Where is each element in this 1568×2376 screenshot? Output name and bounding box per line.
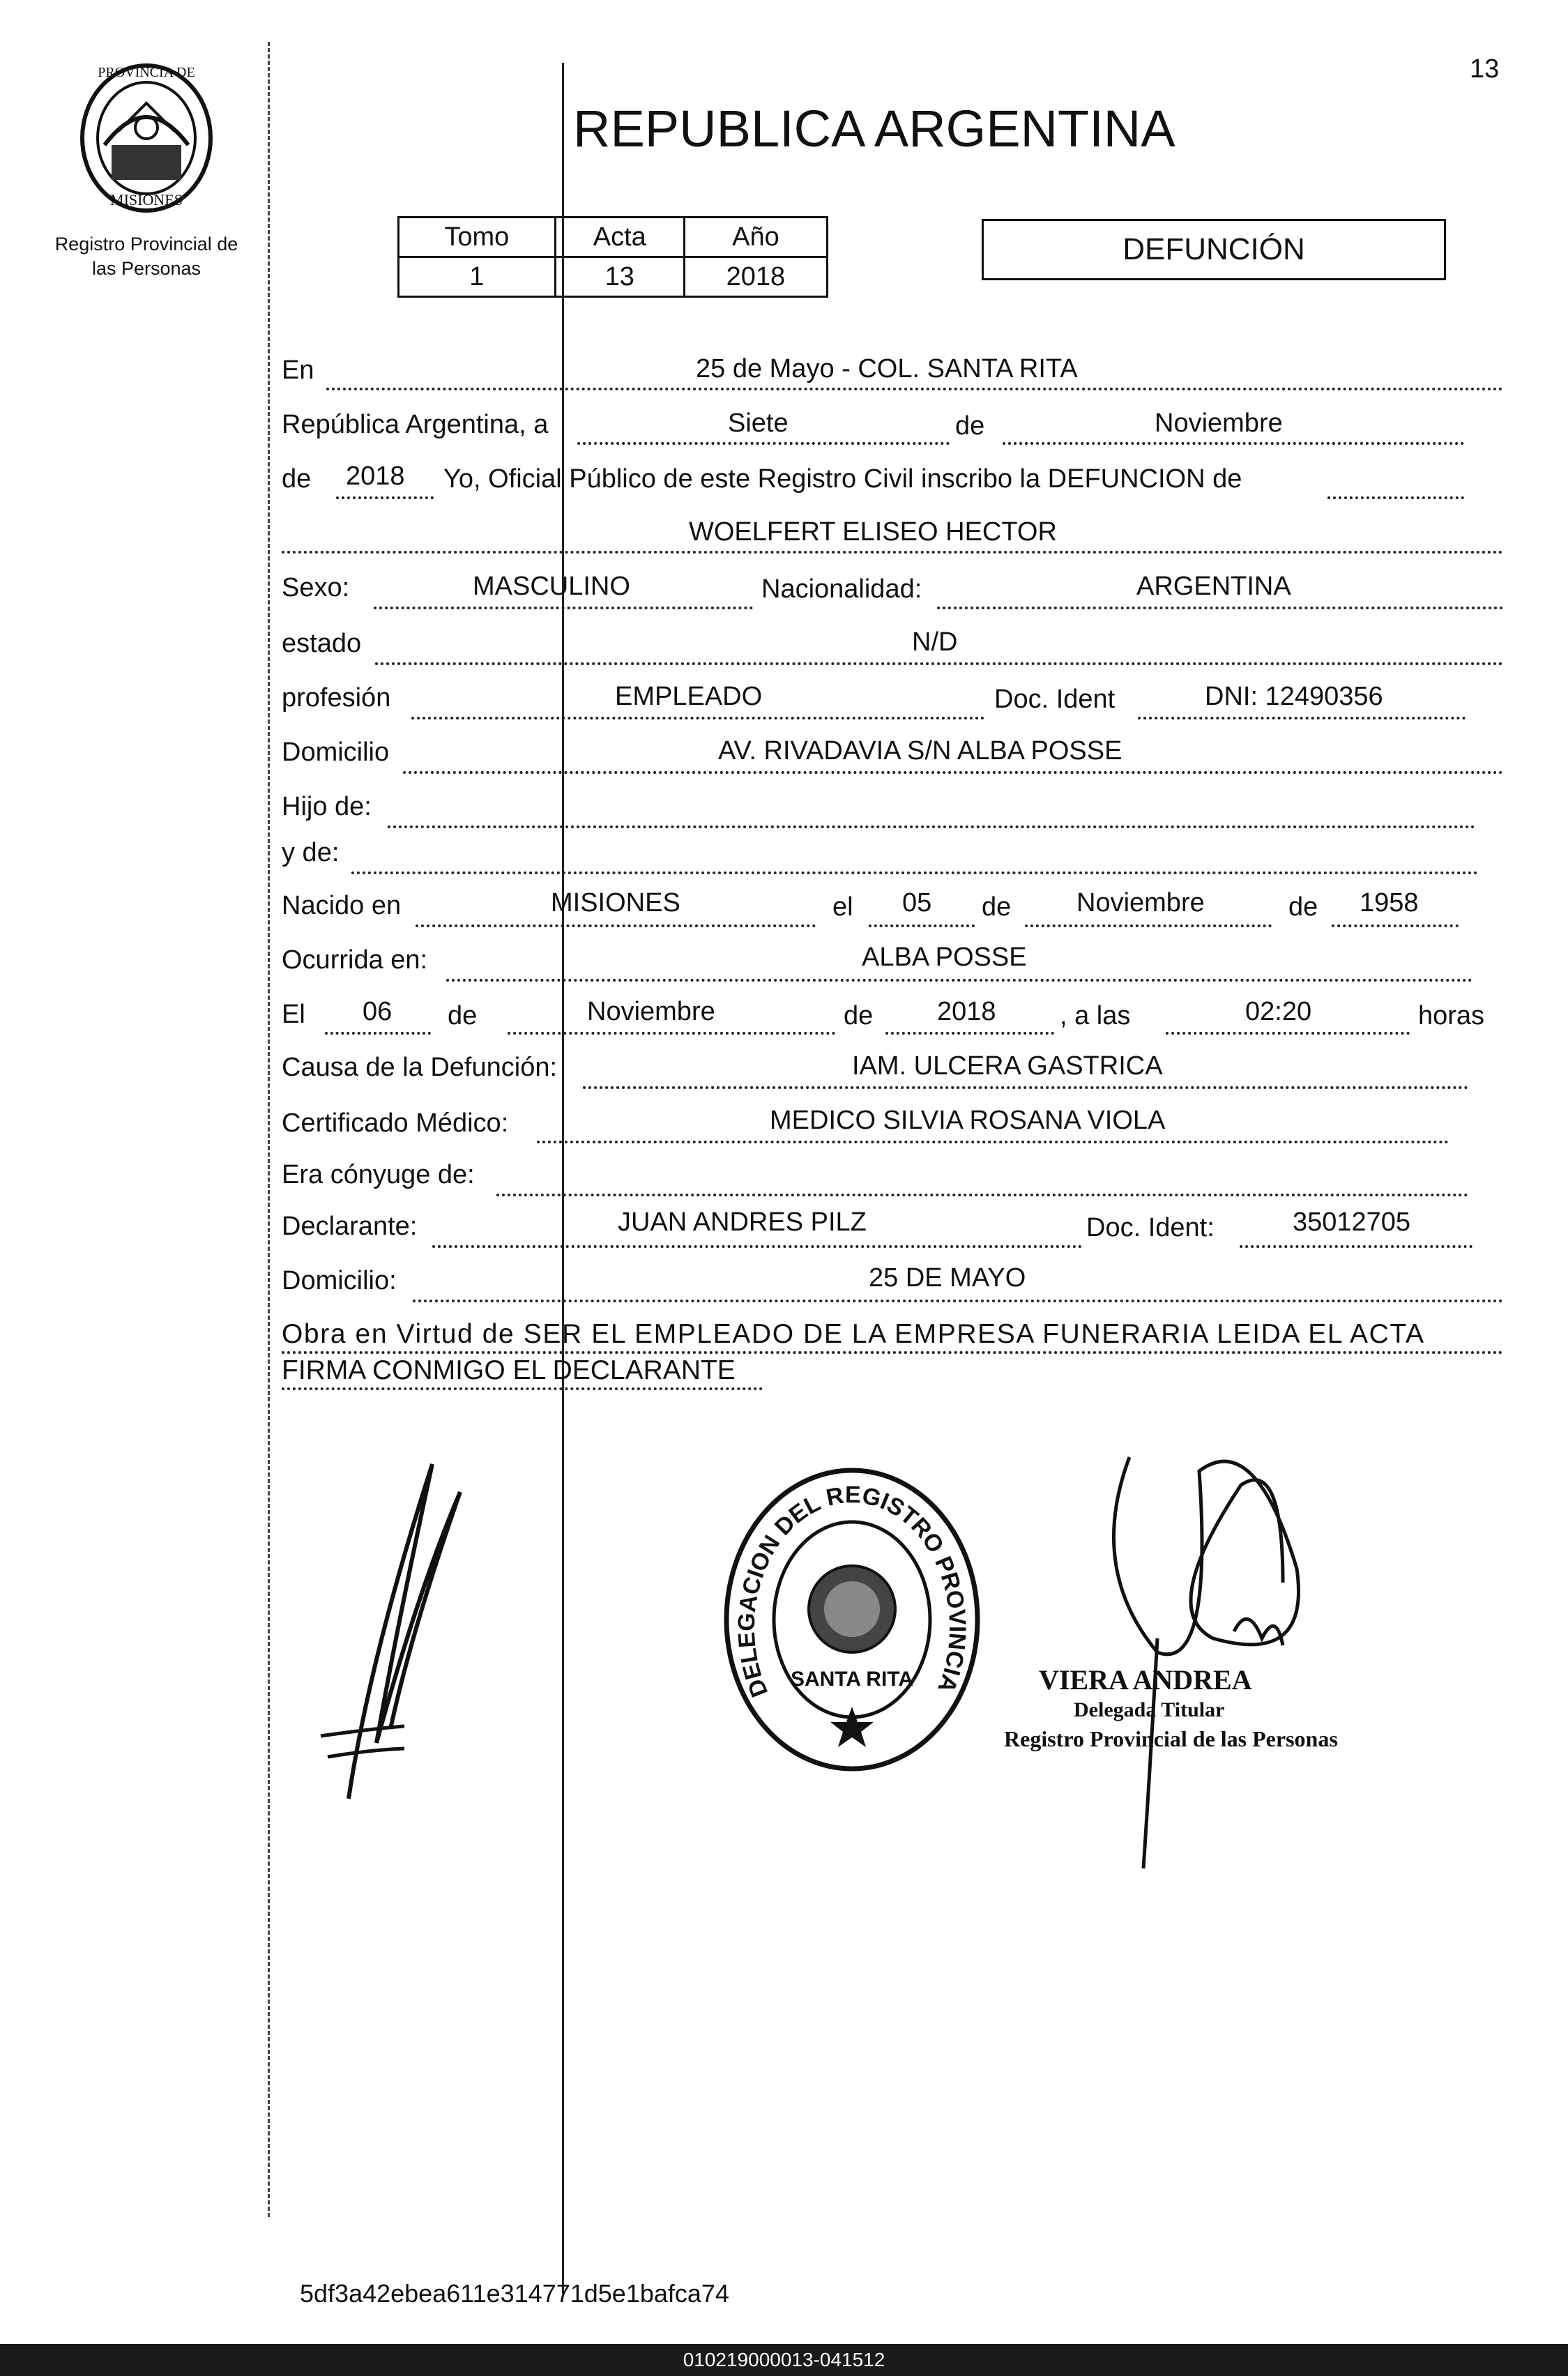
domicilio-value: AV. RIVADAVIA S/N ALBA POSSE [718, 736, 1122, 766]
registry-stamp [720, 1463, 984, 1776]
signature-org: Registro Provincial de las Personas [1004, 1726, 1338, 1751]
nacido-value: MISIONES [551, 888, 680, 917]
official-signature-icon [1074, 1429, 1367, 1875]
nacido-de2: de [1288, 892, 1318, 922]
stamp-ring-text: DELEGACION DEL REGISTRO PROVINCIA [733, 1482, 971, 1701]
doc2-dotline [1240, 1245, 1472, 1248]
act-table-header: Acta [555, 218, 684, 257]
cert-label: Certificado Médico: [282, 1109, 509, 1138]
doc-ident-label: Doc. Ident [994, 685, 1116, 714]
document-hash: 5df3a42ebea611e314771d5e1bafca74 [300, 2279, 729, 2308]
obra-line1-dotline [282, 1351, 1503, 1354]
nacido-de1: de [982, 892, 1012, 922]
conyuge-dotline [496, 1194, 1468, 1196]
vertical-rule [562, 63, 564, 2294]
time-dotline [1166, 1032, 1410, 1035]
rep-month-dotline [1003, 442, 1464, 445]
page-number: 13 [1470, 54, 1500, 84]
nacido-year-dotline [1332, 924, 1459, 927]
margin-line [268, 42, 270, 2217]
de-year: 2018 [346, 462, 405, 491]
horas-label: horas [1418, 1001, 1485, 1030]
act-table-cell: 13 [555, 257, 684, 297]
page-title: REPUBLICA ARGENTINA [573, 100, 1175, 158]
name-dotline [282, 551, 1503, 554]
nacionalidad-label: Nacionalidad: [761, 574, 922, 604]
time-value: 02:20 [1245, 997, 1312, 1026]
logo-caption-line2: las Personas [91, 258, 201, 279]
ocurrida-label: Ocurrida en: [282, 945, 428, 975]
nacido-year: 1958 [1360, 888, 1419, 917]
profesion-dotline [411, 717, 984, 719]
logo-caption-line1: Registro Provincial de [54, 234, 238, 254]
signature-role: Delegada Titular [1074, 1698, 1225, 1721]
act-table-header-row [399, 218, 828, 257]
profesion-value: EMPLEADO [615, 682, 763, 711]
sexo-dotline [374, 607, 753, 609]
el2-month: Noviembre [587, 997, 715, 1026]
signature-name: VIERA ANDREA [1039, 1664, 1252, 1696]
sexo-label: Sexo: [282, 573, 350, 602]
el2-label: El [282, 1000, 305, 1029]
el2-month-dotline [508, 1032, 835, 1035]
causa-label: Causa de la Defunción: [282, 1053, 558, 1082]
act-table-header: Año [684, 218, 827, 257]
cert-dotline [537, 1141, 1449, 1143]
obra-line2-dotline [282, 1387, 763, 1390]
en-value: 25 de Mayo - COL. SANTA RITA [696, 354, 1078, 383]
footer-id-bar: 010219000013-041512 [0, 2344, 1568, 2376]
nacido-el: el [832, 892, 853, 922]
act-table [397, 216, 828, 298]
yde-label: y de: [282, 838, 340, 867]
yde-dotline [351, 871, 1478, 874]
el2-day: 06 [363, 997, 393, 1026]
nacido-dotline [416, 924, 816, 927]
hijo-dotline [388, 825, 1475, 828]
declarant-signature-icon [307, 1450, 502, 1813]
profesion-label: profesión [282, 683, 391, 713]
causa-value: IAM. ULCERA GASTRICA [852, 1051, 1163, 1081]
rep-month: Noviembre [1155, 409, 1283, 438]
stamp-center-text: SANTA RITA [790, 1668, 914, 1691]
nacido-day-dotline [869, 924, 975, 927]
act-table-cell: 1 [399, 257, 556, 297]
domicilio-label: Domicilio [282, 738, 390, 767]
domicilio2-dotline [413, 1300, 1503, 1302]
nacido-day: 05 [902, 888, 932, 917]
doc-ident-dotline [1138, 717, 1466, 719]
ocurrida-dotline [446, 979, 1472, 982]
emblem-bottom-text: MISIONES [110, 191, 183, 208]
yo-text: Yo, Oficial Público de este Registro Civil inscribo la DEFUNCION de [443, 464, 1242, 494]
nacido-label: Nacido en [282, 891, 402, 920]
el2-day-dotline [325, 1032, 431, 1035]
nacionalidad-dotline [937, 607, 1503, 609]
doc-ident-value: DNI: 12490356 [1205, 682, 1383, 711]
declarante-dotline [432, 1245, 1082, 1248]
nacionalidad-value: ARGENTINA [1136, 572, 1291, 601]
ocurrida-value: ALBA POSSE [862, 943, 1027, 972]
de-year-dotline [336, 496, 434, 499]
el2-year-dotline [885, 1032, 1054, 1035]
doc-type-box: DEFUNCIÓN [982, 219, 1446, 280]
estado-label: estado [282, 629, 362, 658]
yo-dotline [1327, 496, 1464, 499]
rep-label: República Argentina, a [282, 410, 549, 439]
act-table-header: Tomo [399, 218, 556, 257]
estado-dotline [375, 662, 1503, 665]
estado-value: N/D [912, 627, 958, 657]
rep-de: de [955, 411, 985, 441]
emblem-top-text: PROVINCIA DE [98, 65, 195, 80]
declarante-value: JUAN ANDRES PILZ [618, 1208, 867, 1237]
rep-day-dotline [577, 442, 950, 445]
el2-de3: de [448, 1001, 478, 1030]
nacido-month: Noviembre [1076, 888, 1205, 917]
hijo-label: Hijo de: [282, 792, 372, 821]
obra-line2: FIRMA CONMIGO EL DECLARANTE [282, 1355, 736, 1385]
act-table-cell: 2018 [684, 257, 827, 297]
causa-dotline [583, 1086, 1468, 1089]
en-label: En [282, 356, 314, 385]
rep-day: Siete [728, 409, 789, 438]
de-label: de [282, 464, 312, 494]
domicilio2-label: Domicilio: [282, 1266, 397, 1295]
act-table-value-row [399, 257, 828, 297]
conyuge-label: Era cónyuge de: [282, 1160, 475, 1189]
obra-line1: Obra en Virtud de SER EL EMPLEADO DE LA EMPRESA FUNERARIA LEIDA EL ACTA [282, 1319, 1425, 1349]
doc2-value: 35012705 [1293, 1208, 1411, 1237]
doc2-label: Doc. Ident: [1086, 1213, 1215, 1242]
en-dotline [326, 388, 1503, 390]
alas-label: , a las [1060, 1001, 1131, 1030]
declarante-label: Declarante: [282, 1212, 418, 1241]
el2-year: 2018 [937, 997, 996, 1026]
el2-de4: de [844, 1001, 874, 1030]
domicilio2-value: 25 DE MAYO [869, 1263, 1026, 1293]
domicilio-dotline [403, 771, 1503, 774]
nacido-month-dotline [1025, 924, 1272, 927]
deceased-name: WOELFERT ELISEO HECTOR [689, 517, 1057, 547]
sexo-value: MASCULINO [473, 572, 630, 601]
cert-value: MEDICO SILVIA ROSANA VIOLA [770, 1106, 1166, 1135]
